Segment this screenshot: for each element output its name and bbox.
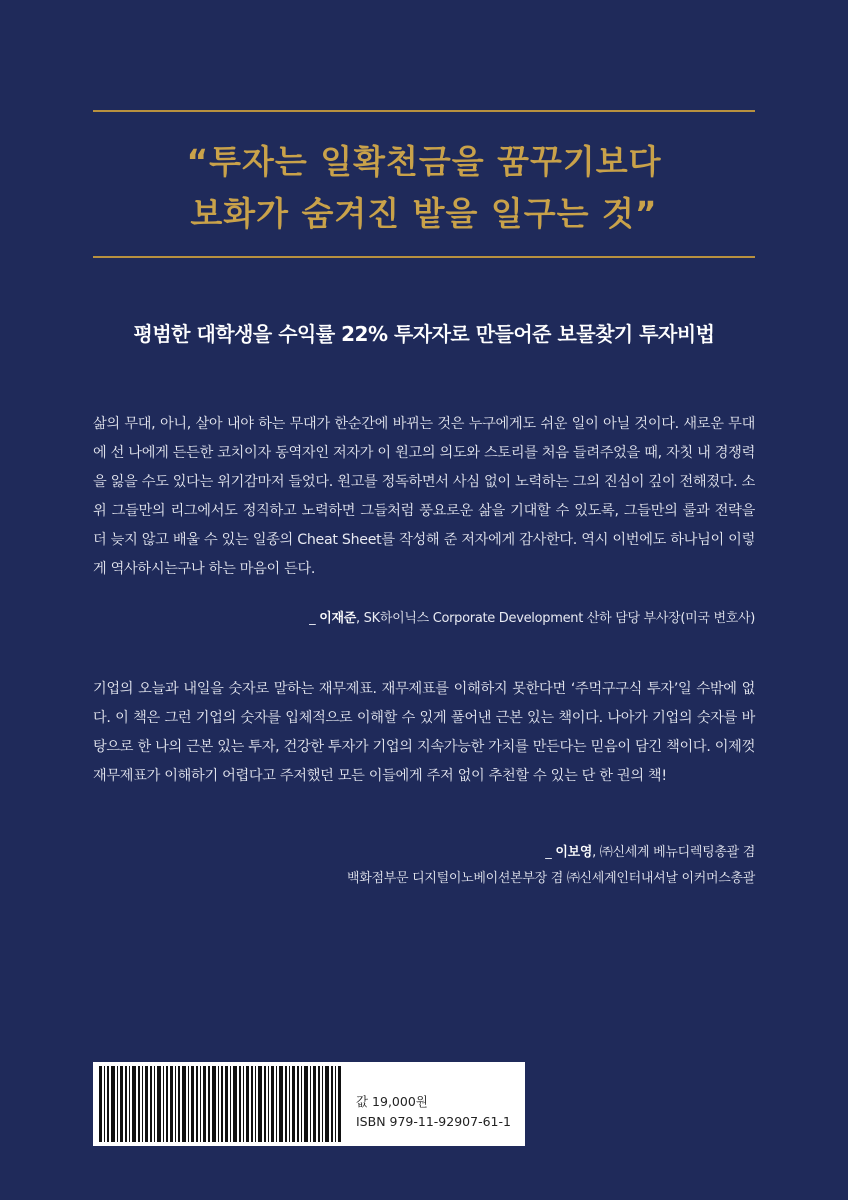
price-label: 값 19,000원 — [356, 1094, 428, 1109]
quote-line-2: 보화가 숨겨진 밭을 일구는 것” — [190, 194, 658, 233]
review-1-attribution — [93, 606, 755, 632]
review-2-name: 이보영 — [555, 845, 593, 860]
review-2-role-line-2: 백화점부문 디지털이노베이션본부장 겸 ㈜신세계인터내셔날 이커머스총괄 — [346, 871, 755, 886]
barcode-image — [97, 1066, 345, 1142]
price-info — [356, 1092, 511, 1132]
review-1-text: 삶의 무대, 아니, 살아 내야 하는 무대가 한순간에 바뀌는 것은 누구에게도 쉬운 일이 아닐 것이다. 새로운 무대에 선 나에게 든든한 코치이자 동역자인 저자가 이 원고의 의도와 스토리를 처음 들려주었을 때, 자칫 내 경쟁력을 잃을 수도 있다는 위기감마저 들었다. 원고를 정독하면서 사심 없이 노력하는 그의 진심이 깊이 전해졌다. 소위 그들만의 리그에서도 정직하고 노력하면 그들처럼 풍요로운 삶을 기대할 수 있도록, 그들만의 룰과 전략을 더 늦지 않고 배울 수 있는 일종의 Cheat Sheet를 작성해 준 저자에게 감사한다. 역시 이번에도 하나님이 이렇게 역사하시는구나 하는 마음이 든다. — [93, 416, 755, 577]
review-1-role: , SK하이닉스 Corporate Development 산하 담당 부사장(미국 변호사) — [355, 611, 755, 626]
barcode-panel — [93, 1062, 525, 1146]
review-1-name: 이재준 — [319, 611, 356, 626]
review-2-attribution — [93, 840, 755, 892]
quote-line-1: “투자는 일확천금을 꿈꾸기보다 — [186, 142, 662, 181]
review-2-prefix: _ — [545, 845, 556, 860]
top-divider — [93, 110, 755, 112]
review-2-text: 기업의 오늘과 내일을 숫자로 말하는 재무제표. 재무제표를 이해하지 못한다면 ‘주먹구구식 투자’일 수밖에 없다. 이 책은 그런 기업의 숫자를 입체적으로 이해할 수 있게 풀어낸 근본 있는 책이다. 나아가 기업의 숫자를 바탕으로 한 나의 근본 있는 투자, 건강한 투자가 기업의 지속가능한 가치를 만든다는 믿음이 담긴 책이다. 이제껏 재무제표가 이해하기 어렵다고 주저했던 모든 이들에게 주저 없이 추천할 수 있는 단 한 권의 책! — [93, 681, 755, 784]
bottom-divider — [93, 256, 755, 258]
review-1-prefix: _ — [309, 611, 320, 626]
isbn-label: ISBN 979-11-92907-61-1 — [356, 1114, 511, 1129]
review-2-role: , ㈜신세계 베뉴디렉팅총괄 겸 — [592, 845, 755, 860]
subtitle: 평범한 대학생을 수익률 22% 투자자로 만들어준 보물찾기 투자비법 — [133, 322, 715, 346]
headline-quote — [93, 136, 755, 240]
